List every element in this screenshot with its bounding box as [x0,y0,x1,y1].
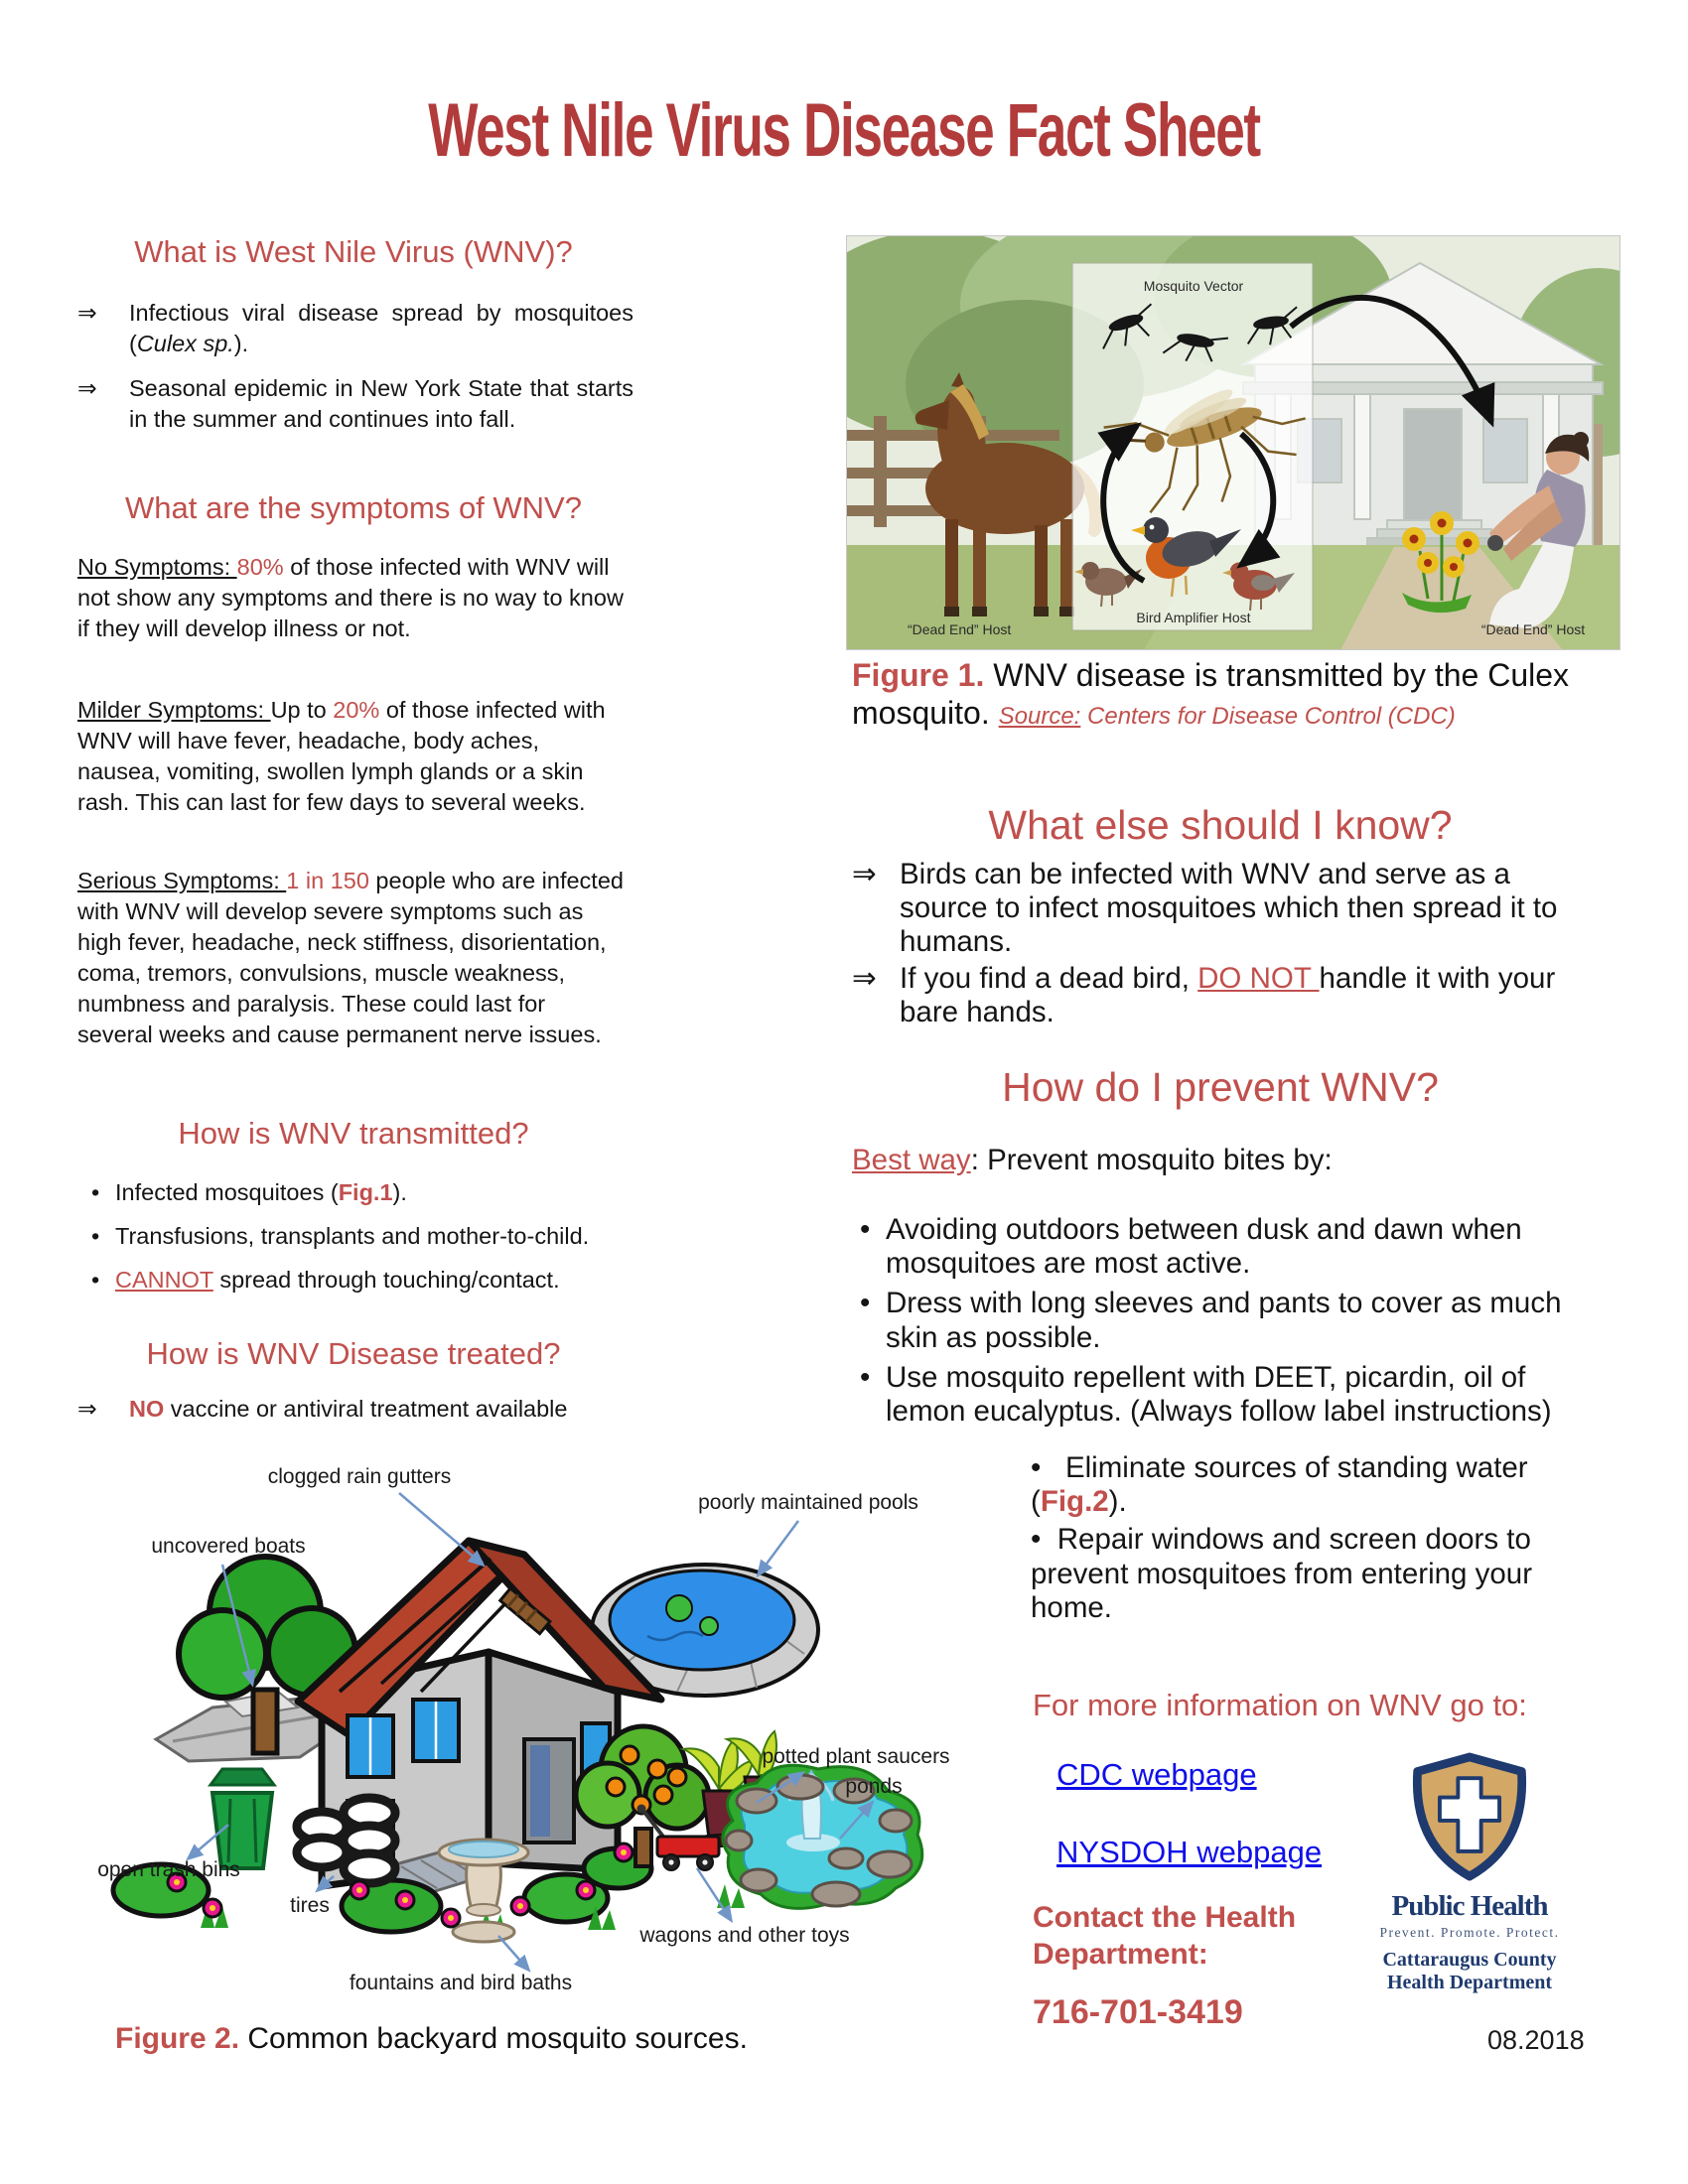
double-arrow-icon [77,373,129,435]
list-item: • Use mosquito repellent with DEET, picardin, oil of lemon eucalyptus. (Always follow label instructions) [856,1361,1595,1429]
phone-number: 716-701-3419 [1033,1993,1243,2031]
what-is-list [77,298,633,449]
list-item [77,373,633,435]
list-item-text: Infectious viral disease spread by mosquitoes (Culex sp.). [129,300,633,357]
heading-what-else: What else should I know? [988,802,1453,848]
best-way-line: Best way: Prevent mosquito bites by: [852,1144,1333,1176]
double-arrow-icon [852,858,900,960]
paragraph-milder-symptoms: Milder Symptoms: Up to 20% of those infected with WNV will have fever, headache, body aches, nausea, vomiting, swollen lymph glands or a skin rash. This can last for few days to several weeks. [77,697,606,816]
fig1-label-dead-end-host-left: “Dead End” Host [908,621,1012,637]
publication-date: 08.2018 [1487,2025,1585,2055]
list-item [77,298,633,359]
fig2-label-boats: uncovered boats [151,1535,306,1558]
logo-motto: Prevent. Promote. Protect. [1379,1925,1560,1940]
list-item-text: Seasonal epidemic in New York State that starts in the summer and continues into fall. [129,375,633,433]
double-arrow-icon [77,298,129,359]
fig1-label-bird-amplifier-host: Bird Amplifier Host [1136,610,1251,625]
list-item-text: If you find a dead bird, DO NOT handle it with your bare hands. [900,961,1556,1028]
figure2-image [62,1441,960,2017]
transmitted-list [83,1177,632,1308]
figure1-image [846,235,1620,650]
heading-what-is-wnv: What is West Nile Virus (WNV)? [134,234,573,269]
fig2-label-tires: tires [290,1894,330,1917]
more-info-heading: For more information on WNV go to: [1033,1688,1527,1722]
logo-public-health: Public Health [1391,1890,1548,1922]
fig2-label-wagons: wagons and other toys [639,1924,850,1947]
nysdoh-webpage-link[interactable]: NYSDOH webpage [1056,1835,1323,1869]
what-else-list [852,858,1595,1031]
list-item [852,858,1595,960]
list-item: • Repair windows and screen doors to prevent mosquitoes from entering your home. [1031,1523,1593,1625]
list-item: • CANNOT spread through touching/contact. [83,1265,632,1296]
list-item [852,962,1595,1029]
prevent-sublist [1031,1451,1593,1629]
tires-illustration [297,1798,395,1883]
fig2-label-saucers: potted plant saucers [762,1745,950,1768]
fig2-label-trash: open trash bins [97,1858,240,1881]
double-arrow-icon [852,962,900,1029]
prevent-list [856,1213,1595,1434]
paragraph-no-symptoms: No Symptoms: 80% of those infected with WNV will not show any symptoms and there is no way to know if they will develop illness or not. [77,554,624,642]
cdc-webpage-link[interactable]: CDC webpage [1056,1757,1257,1792]
fig1-label-mosquito-vector: Mosquito Vector [1143,278,1244,294]
fig1-label-dead-end-host-right: “Dead End” Host [1480,621,1586,637]
heading-symptoms: What are the symptoms of WNV? [125,490,582,525]
list-item: • Dress with long sleeves and pants to cover as much skin as possible. [856,1287,1595,1354]
list-item-text: NO vaccine or antiviral treatment available [129,1396,568,1422]
heading-transmitted: How is WNV transmitted? [178,1116,529,1151]
source-link[interactable]: Source: [998,702,1081,730]
fig2-label-fountains: fountains and bird baths [349,1972,573,1994]
trash-bin-illustration [211,1769,274,1868]
logo-county: Cattaraugus County [1382,1949,1557,1971]
heading-prevent: How do I prevent WNV? [1002,1064,1439,1110]
page-title: West Nile Virus Disease Fact Sheet [428,88,1260,173]
figure1-caption: Figure 1. WNV disease is transmitted by the Culex mosquito. Source: Centers for Disease Control (CDC) [852,657,1570,731]
treated-list [77,1394,633,1438]
double-arrow-icon [77,1394,129,1425]
list-item: • Transfusions, transplants and mother-to-child. [83,1221,632,1252]
contact-heading: Contact the Health Department: [1033,1901,1297,1971]
list-item: • Eliminate sources of standing water (Fig.2). [1031,1451,1593,1519]
list-item [77,1394,633,1425]
figure2-caption: Figure 2. Common backyard mosquito sources. [115,2022,748,2055]
fig2-label-gutters: clogged rain gutters [267,1465,452,1488]
logo-department: Health Department [1386,1972,1553,1993]
fig2-label-pools: poorly maintained pools [698,1491,918,1514]
list-item-text: Birds can be infected with WNV and serve as a source to infect mosquitoes which then spread it to humans. [900,858,1558,959]
logo-shield-icon [1407,1751,1532,1882]
fig2-label-ponds: ponds [845,1775,903,1798]
figure2-container [62,1441,960,2022]
figure1-container [846,235,1620,655]
list-item: • Infected mosquitoes (Fig.1). [83,1177,632,1208]
heading-treated: How is WNV Disease treated? [146,1336,561,1371]
health-dept-logo [1362,1751,1577,1994]
paragraph-serious-symptoms: Serious Symptoms: 1 in 150 people who are infected with WNV will develop severe symptoms such as high fever, headache, neck stiffness, disorientation, coma, tremors, convulsions, muscle weakness, numbness and paralysis. These could last for several weeks and cause permanent nerve issues. [77,868,624,1048]
list-item: • Avoiding outdoors between dusk and dawn when mosquitoes are most active. [856,1213,1595,1281]
